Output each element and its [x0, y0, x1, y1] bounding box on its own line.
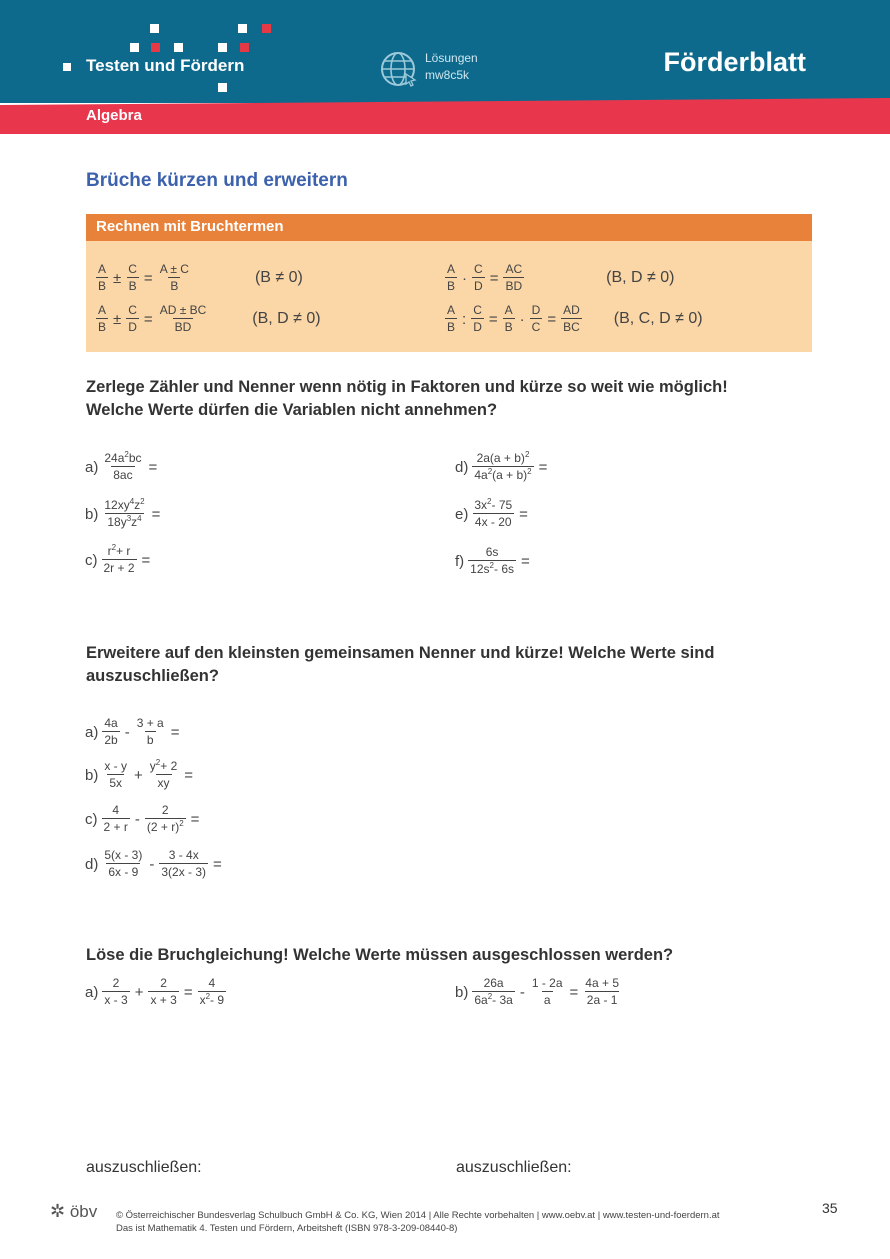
fraction: $\frac{x - y}{5x}$: [104, 759, 128, 790]
exclude-label-left: auszuschließen:: [86, 1159, 202, 1176]
fraction: $\frac{4a + 5}{2a - 1}$: [585, 976, 619, 1007]
fraction: $\frac{3x^2- 75}{4x - 20}$: [474, 497, 513, 529]
logo-dot: [130, 43, 139, 52]
solutions-label[interactable]: Lösungen: [425, 51, 478, 65]
fraction: $\frac{6s}{12s^2- 6s}$: [470, 545, 514, 576]
brand-bullet: [63, 63, 71, 71]
fraction: $\frac{4a}{2b}$: [104, 716, 118, 747]
fraction: $\frac{3 - 4x}{3(2x - 3)}$: [161, 848, 207, 879]
fraction: $\frac{A \pm C}{B}$: [159, 262, 189, 293]
rule-condition: (B ≠ 0): [254, 269, 303, 286]
fraction: $\frac{AC}{BD}$: [505, 262, 523, 293]
fraction: $\frac{C}{B}$: [128, 262, 137, 293]
task1-f: f) $\frac{6s}{12s^2- 6s}$ =: [455, 545, 530, 576]
fraction: $\frac{C}{D}$: [473, 303, 482, 334]
copyright-line: © Österreichischer Bundesverlag Schulbuch GmbH & Co. KG, Wien 2014 | Alle Rechte vorbehalten | www.oebv.at | www.testen-und-foerdern.at: [116, 1210, 720, 1221]
logo-dot: [262, 24, 271, 33]
rule-condition: (B, C, D ≠ 0): [613, 310, 703, 327]
fraction: $\frac{5(x - 3)}{6x - 9}$: [104, 848, 143, 879]
rule-divide: $\frac{A}{B}$ : $\frac{C}{D}$ = $\frac{A}{B}$ · $\frac{D}{C}$ = $\frac{AD}{BC}$ (B, C, D ≠ 0): [447, 303, 703, 334]
rule-add-same-denominator: $\frac{A}{B}$ ± $\frac{C}{B}$ = $\frac{A \pm C}{B}$ (B ≠ 0): [98, 262, 303, 293]
fraction: $\frac{A}{B}$: [447, 262, 456, 293]
fraction: $\frac{3 + a}{b}$: [136, 716, 164, 747]
rule-add-different-denominator: $\frac{A}{B}$ ± $\frac{C}{D}$ = $\frac{AD \pm BC}{BD}$ (B, D ≠ 0): [98, 303, 321, 334]
task2-c: c) $\frac{4}{2 + r}$ - $\frac{2}{(2 + r)^2}$ =: [85, 803, 200, 834]
source-line: Das ist Mathematik 4. Testen und Fördern, Arbeitsheft (ISBN 978-3-209-08440-8): [116, 1223, 458, 1234]
rule-multiply: $\frac{A}{B}$ · $\frac{C}{D}$ = $\frac{AC}{BD}$ (B, D ≠ 0): [447, 262, 675, 293]
rules-box-heading: Rechnen mit Bruchtermen: [86, 214, 812, 241]
fraction: $\frac{AD}{BC}$: [563, 303, 580, 334]
fraction: $\frac{C}{D}$: [474, 262, 483, 293]
brand-name: Testen und Fördern: [86, 56, 245, 75]
rule-condition: (B, D ≠ 0): [252, 310, 321, 327]
task2-d: d) $\frac{5(x - 3)}{6x - 9}$ - $\frac{3 - 4x}{3(2x - 3)}$ =: [85, 848, 222, 879]
task1-b: b) $\frac{12xy^4z^2}{18y^3z^4}$ =: [85, 497, 161, 529]
publisher-logo: ✲ öbv: [50, 1201, 98, 1221]
task2-a: a) $\frac{4a}{2b}$ - $\frac{3 + a}{b}$ =: [85, 716, 180, 747]
fraction: $\frac{A}{B}$: [98, 262, 107, 293]
fraction: $\frac{A}{B}$: [447, 303, 456, 334]
task3-b: b) $\frac{26a}{6a^2- 3a}$ - $\frac{1 - 2a}{a}$ = $\frac{4a + 5}{2a - 1}$: [455, 976, 619, 1007]
asterisk-icon: ✲: [50, 1201, 66, 1221]
page-number: 35: [822, 1200, 838, 1216]
logo-dot: [218, 43, 227, 52]
fraction: $\frac{A}{B}$: [98, 303, 107, 334]
task1-d: d) $\frac{2a(a + b)^2}{4a^2(a + b)^2}$ =: [455, 450, 548, 482]
logo-dot: [174, 43, 183, 52]
globe-icon[interactable]: [380, 50, 418, 88]
header-bar: [0, 0, 890, 103]
logo-dot: [150, 24, 159, 33]
fraction: $\frac{A}{B}$: [504, 303, 513, 334]
rule-condition: (B, D ≠ 0): [606, 269, 675, 286]
fraction: $\frac{2}{x + 3}$: [150, 976, 177, 1007]
fraction: $\frac{D}{C}$: [531, 303, 541, 334]
fraction: $\frac{AD \pm BC}{BD}$: [159, 303, 207, 334]
page-title: Brüche kürzen und erweitern: [86, 170, 348, 191]
fraction: $\frac{12xy^4z^2}{18y^3z^4}$: [104, 497, 145, 529]
exclude-label-right: auszuschließen:: [456, 1159, 572, 1176]
fraction: $\frac{4}{x^2- 9}$: [199, 976, 225, 1007]
logo-dot: [218, 83, 227, 92]
fraction: $\frac{4}{2 + r}$: [103, 803, 128, 834]
task1-c: c) $\frac{r^2+ r}{2r + 2}$ =: [85, 543, 151, 575]
rules-box: [86, 241, 812, 352]
fraction: $\frac{r^2+ r}{2r + 2}$: [103, 543, 135, 575]
task3-instruction: Löse die Bruchgleichung! Welche Werte müssen ausgeschlossen werden?: [86, 946, 674, 964]
logo-dot: [238, 24, 247, 33]
subject-label: Algebra: [86, 107, 142, 124]
logo-dot: [240, 43, 249, 52]
task3-a: a) $\frac{2}{x - 3}$ + $\frac{2}{x + 3}$ = $\frac{4}{x^2- 9}$: [85, 976, 225, 1007]
fraction: $\frac{2}{(2 + r)^2}$: [146, 803, 184, 834]
task2-b: b) $\frac{x - y}{5x}$ + $\frac{y^2+ 2}{xy}$ =: [85, 758, 194, 790]
logo-dot: [151, 43, 160, 52]
task1-a: a) $\frac{24a^2bc}{8ac}$ =: [85, 450, 158, 482]
fraction: $\frac{1 - 2a}{a}$: [531, 976, 563, 1007]
sheet-type-title: Förderblatt: [663, 47, 806, 77]
fraction: $\frac{26a}{6a^2- 3a}$: [474, 976, 513, 1007]
fraction: $\frac{2}{x - 3}$: [104, 976, 128, 1007]
task1-e: e) $\frac{3x^2- 75}{4x - 20}$ =: [455, 497, 528, 529]
task1-instruction: Zerlege Zähler und Nenner wenn nötig in Faktoren und kürze so weit wie möglich! Welche Werte dürfen die Variablen nicht annehmen?: [86, 378, 728, 419]
solutions-code[interactable]: mw8c5k: [425, 68, 470, 82]
task2-instruction: Erweitere auf den kleinsten gemeinsamen Nenner und kürze! Welche Werte sind auszuschließen?: [86, 644, 715, 685]
fraction: $\frac{24a^2bc}{8ac}$: [104, 450, 142, 482]
fraction: $\frac{y^2+ 2}{xy}$: [149, 758, 178, 790]
fraction: $\frac{C}{D}$: [128, 303, 137, 334]
fraction: $\frac{2a(a + b)^2}{4a^2(a + b)^2}$: [474, 450, 532, 482]
